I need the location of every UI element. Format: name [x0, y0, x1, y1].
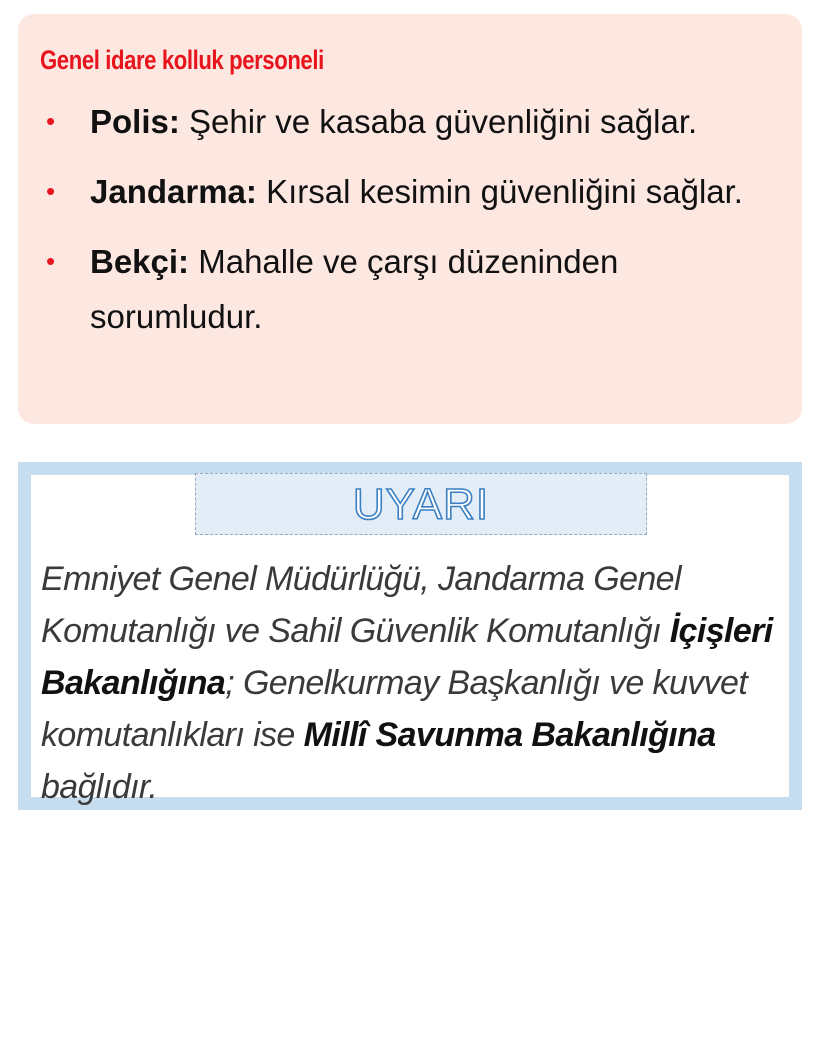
list-item	[40, 164, 778, 219]
warning-tab	[195, 473, 647, 535]
warning-label	[341, 479, 501, 529]
list-item	[40, 94, 778, 149]
warning-label-text: UYARI	[352, 480, 490, 529]
warning-text-part: Emniyet Genel Müdürlüğü, Jandarma Genel Komutanlığı ve Sahil Güvenlik Komutanlığı	[41, 560, 681, 650]
warning-text-part: ; Genelkurmay Başkanlığı ve kuvvet komutanlıkları ise	[41, 664, 748, 754]
item-term: Jandarma:	[90, 173, 257, 210]
item-term: Bekçi:	[90, 243, 190, 280]
bullet-icon: •	[46, 176, 56, 206]
bullet-list	[40, 94, 778, 344]
warning-text-part: bağlıdır.	[41, 768, 158, 806]
warning-box	[18, 462, 802, 810]
item-desc: Şehir ve kasaba güvenliğini sağlar.	[179, 103, 698, 140]
warning-text	[41, 553, 791, 813]
list-item	[40, 234, 778, 344]
item-term: Polis:	[90, 103, 180, 140]
bullet-icon: •	[46, 246, 56, 276]
info-box	[18, 14, 802, 424]
bullet-icon: •	[46, 106, 56, 136]
item-desc: Mahalle ve çarşı düzeninden sorumludur.	[90, 243, 619, 335]
item-desc: Kırsal kesimin güvenliğini sağlar.	[256, 173, 743, 210]
warning-bold-part: İçişleri Bakanlığına	[41, 612, 773, 702]
info-title: Genel idare kolluk personeli	[40, 45, 324, 75]
warning-bold-part: Millî Savunma Bakanlığına	[303, 716, 716, 754]
